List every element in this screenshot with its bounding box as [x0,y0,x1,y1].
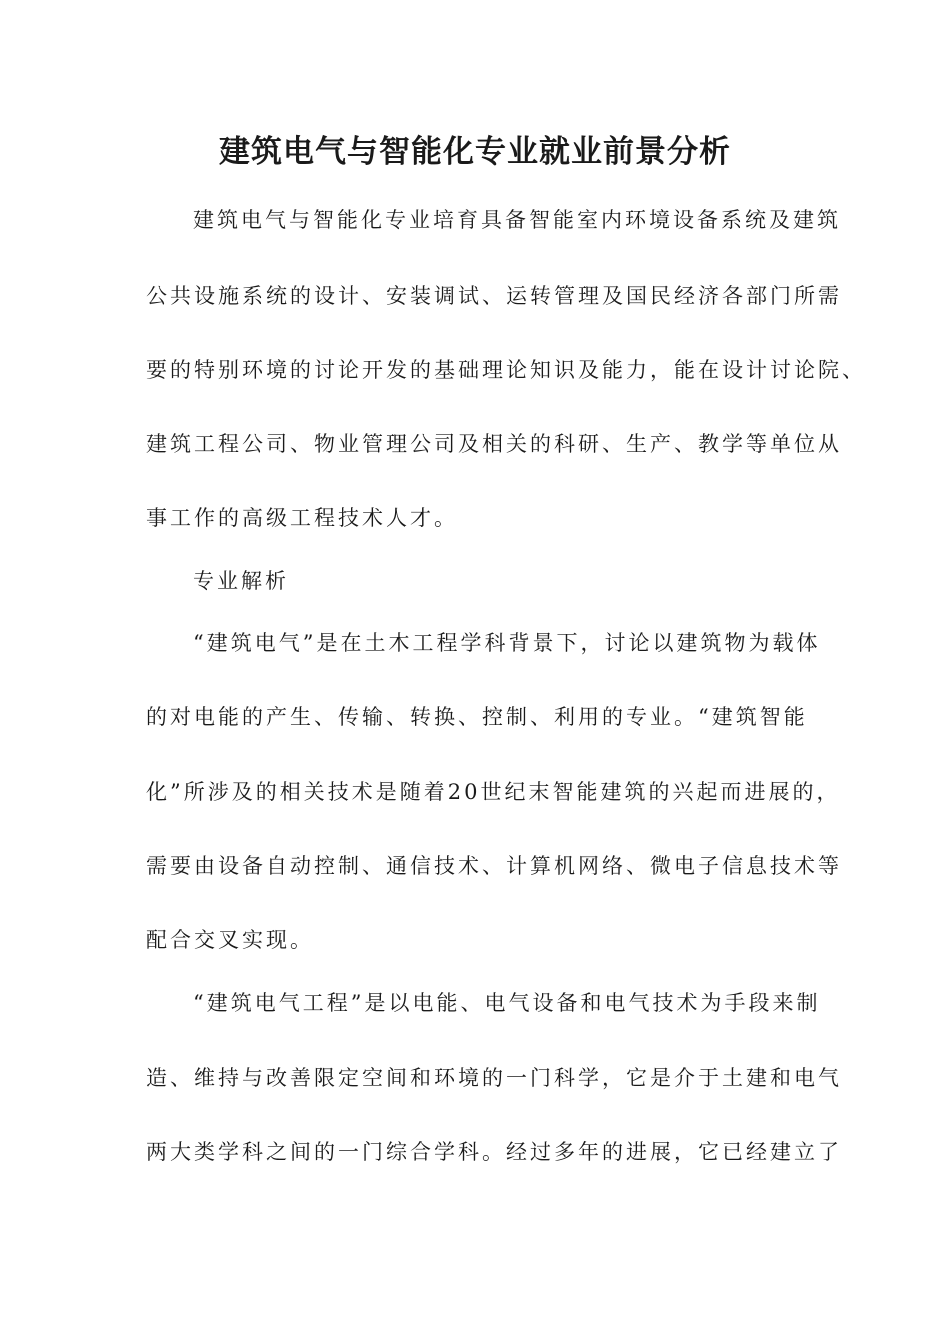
paragraph-line: 建筑电气与智能化专业培育具备智能室内环境设备系统及建筑 [193,208,841,232]
paragraph-line: 事工作的高级工程技术人才。 [146,506,458,530]
document-title: 建筑电气与智能化专业就业前景分析 [219,134,731,170]
paragraph-line: 化”所涉及的相关技术是随着20世纪末智能建筑的兴起而进展的， [146,780,841,804]
paragraph-line: 建筑工程公司、物业管理公司及相关的科研、生产、教学等单位从 [146,432,842,456]
paragraph-line: 公共设施系统的设计、安装调试、运转管理及国民经济各部门所需 [146,284,842,308]
paragraph-line: 配合交叉实现。 [146,928,314,952]
paragraph-line: 两大类学科之间的一门综合学科。经过多年的进展，它已经建立了 [146,1140,842,1164]
paragraph-line: 要的特别环境的讨论开发的基础理论知识及能力，能在设计讨论院、 [146,358,866,382]
paragraph-line: 造、维持与改善限定空间和环境的一门科学，它是介于土建和电气 [146,1066,842,1090]
paragraph-line: 的对电能的产生、传输、转换、控制、利用的专业。“建筑智能 [146,705,808,729]
paragraph-line: “建筑电气工程”是以电能、电气设备和电气技术为手段来制 [193,991,821,1015]
section-heading: 专业解析 [193,569,289,593]
paragraph-line: “建筑电气”是在土木工程学科背景下，讨论以建筑物为载体 [193,631,821,655]
paragraph-line: 需要由设备自动控制、通信技术、计算机网络、微电子信息技术等 [146,854,842,878]
